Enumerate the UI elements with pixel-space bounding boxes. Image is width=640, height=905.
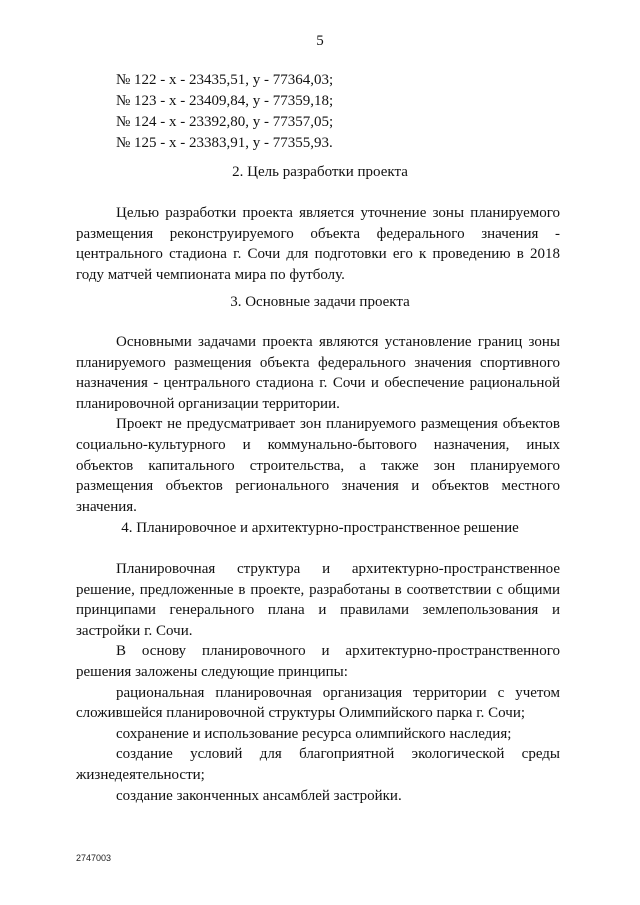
page-number: 5 bbox=[316, 33, 324, 49]
section-4-item-4: создание законченных ансамблей застройки. bbox=[116, 787, 402, 804]
coordinates-list bbox=[116, 70, 333, 154]
section-2-title: 2. Цель разработки проекта bbox=[232, 164, 408, 180]
coordinate-line: № 123 - х - 23409,84, у - 77359,18; bbox=[116, 93, 334, 109]
section-3-paragraph-1: Основными задачами проекта являются установление границ зоны планируемого размещения объекта федерального значения спортивного назначения - центрального стадиона г. Сочи и обеспечение рациональной планировочной организации территории. bbox=[76, 334, 560, 412]
section-3-text bbox=[76, 332, 560, 517]
coordinate-line: № 122 - х - 23435,51, у - 77364,03; bbox=[116, 72, 334, 88]
section-3-paragraph-2: Проект не предусматривает зон планируемого размещения объектов социально-культурного и коммунально-бытового назначения, иных объектов капитального строительства, а также зон планируемого размещения объектов регионального значения и объектов местного значения. bbox=[76, 416, 560, 515]
document-id: 2747003 bbox=[76, 853, 112, 863]
section-2-text bbox=[76, 203, 560, 285]
coordinate-line: № 124 - х - 23392,80, у - 77357,05; bbox=[116, 114, 334, 130]
section-4-title: 4. Планировочное и архитектурно-пространственное решение bbox=[121, 520, 519, 536]
coordinate-line: № 125 - х - 23383,91, у - 77355,93. bbox=[116, 135, 333, 151]
section-3-title: 3. Основные задачи проекта bbox=[230, 294, 410, 310]
section-4-paragraph-2: В основу планировочного и архитектурно-пространственного решения заложены следующие принципы: bbox=[76, 643, 560, 680]
section-4-item-1: рациональная планировочная организация территории с учетом сложившейся планировочной структуры Олимпийского парка г. Сочи; bbox=[76, 684, 560, 722]
section-2-paragraph: Целью разработки проекта является уточнение зоны планируемого размещения реконструируемого объекта федерального значения - центрального стадиона г. Сочи для подготовки его к проведению в 2018 году матчей чемпионата мира по футболу. bbox=[76, 205, 560, 283]
section-4-item-3: создание условий для благоприятной экологической среды жизнедеятельности; bbox=[76, 746, 560, 783]
section-4-text bbox=[76, 559, 560, 806]
section-4-item-2: сохранение и использование ресурса олимпийского наследия; bbox=[116, 725, 512, 742]
section-4-paragraph-1: Планировочная структура и архитектурно-пространственное решение, предложенные в проекте, разработаны в соответствии с общими принципами генерального плана и правилами землепользования и застройки г. Сочи. bbox=[76, 561, 560, 639]
